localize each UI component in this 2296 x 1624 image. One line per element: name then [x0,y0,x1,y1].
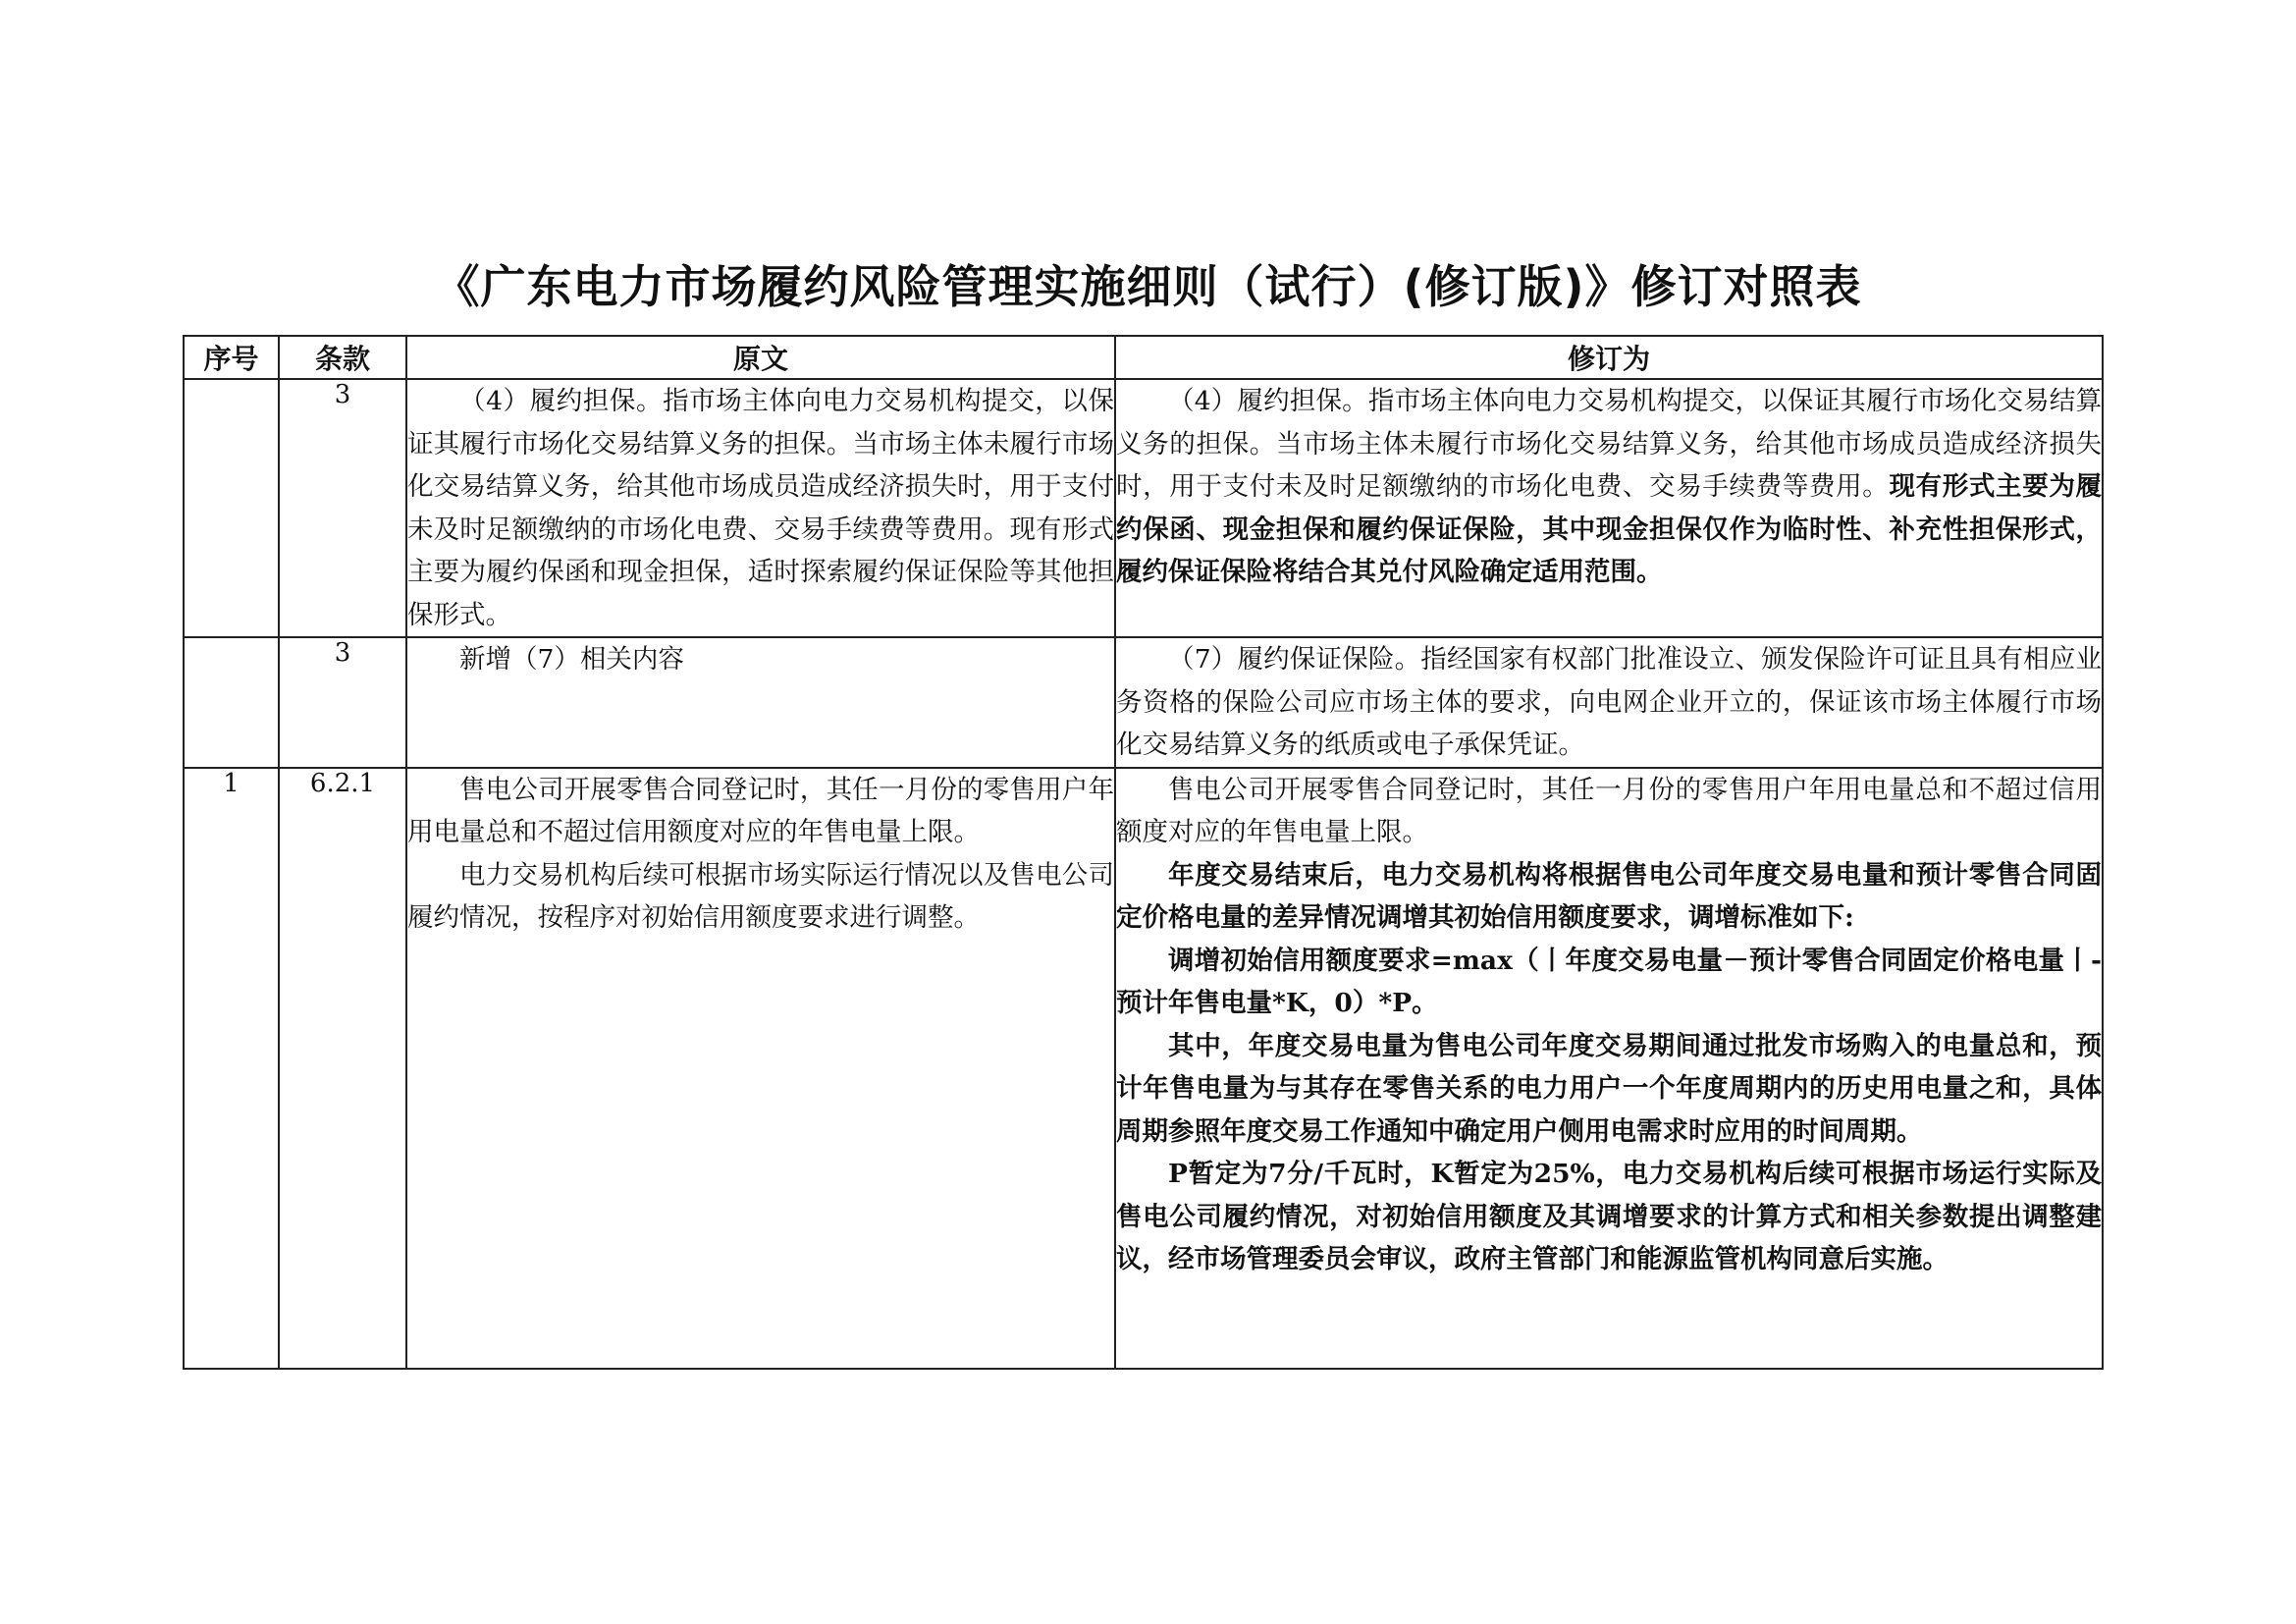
table-row [184,379,2103,637]
revised-bold-text: 现有形式主要为履约保函、现金担保和履约保证保险，其中现金担保仅作为临时性、补充性担保形式，履约保证保险将结合其兑付风险确定适用范围。 [1116,471,2103,587]
revised-text-cell [1115,637,2103,768]
revised-bold-paragraph: 其中，年度交易电量为售电公司年度交易期间通过批发市场购入的电量总和，预计年售电量为与其存在零售关系的电力用户一个年度周期内的历史用电量之和，具体周期参照年度交易工作通知中确定用户侧用电需求时应用的时间周期。 [1116,1030,2102,1147]
table-header-row [184,336,2103,379]
original-paragraph: 售电公司开展零售合同登记时，其任一月份的零售用户年用电量总和不超过信用额度对应的年售电量上限。 [407,774,1114,847]
row-clause: 3 [279,379,406,637]
original-text-cell [406,379,1115,637]
table-row [184,637,2103,768]
header-original: 原文 [406,336,1115,379]
header-revised: 修订为 [1115,336,2103,379]
revised-text-cell [1115,768,2103,1369]
original-paragraph: （4）履约担保。指市场主体向电力交易机构提交，以保证其履行市场化交易结算义务的担保。当市场主体未履行市场化交易结算义务，给其他市场成员造成经济损失时，用于支付未及时足额缴纳的市场化电费、交易手续费等费用。现有形式主要为履约保函和现金担保，适时探索履约保证保险等其他担保形式。 [407,386,1114,630]
revised-bold-paragraph: 年度交易结束后，电力交易机构将根据售电公司年度交易电量和预计零售合同固定价格电量的差异情况调增其初始信用额度要求，调增标准如下: [1116,859,2102,933]
revised-text-cell [1115,379,2103,637]
original-paragraph: 电力交易机构后续可根据市场实际运行情况以及售电公司履约情况，按程序对初始信用额度要求进行调整。 [407,859,1114,933]
revised-paragraph: 售电公司开展零售合同登记时，其任一月份的零售用户年用电量总和不超过信用额度对应的年售电量上限。 [1116,774,2102,847]
original-text-cell [406,768,1115,1369]
revision-comparison-table [183,335,2104,1370]
header-clause: 条款 [279,336,406,379]
row-clause: 3 [279,637,406,768]
table-row [184,768,2103,1369]
revised-bold-paragraph: P暂定为7分/千瓦时，K暂定为25%，电力交易机构后续可根据市场运行实际及售电公司履约情况，对初始信用额度及其调增要求的计算方式和相关参数提出调整建议，经市场管理委员会审议，政府主管部门和能源监管机构同意后实施。 [1116,1159,2102,1274]
row-seq: 1 [184,768,279,1369]
row-seq [184,379,279,637]
original-paragraph: 新增（7）相关内容 [459,644,684,675]
revised-normal-text: （4）履约担保。指市场主体向电力交易机构提交，以保证其履行市场化交易结算义务的担保。当市场主体未履行市场化交易结算义务，给其他市场成员造成经济损失时，用于支付未及时足额缴纳的市场化电费、交易手续费等费用。 [1116,386,2102,502]
header-seq: 序号 [184,336,279,379]
revised-paragraph: （7）履约保证保险。指经国家有权部门批准设立、颁发保险许可证且具有相应业务资格的保险公司应市场主体的要求，向电网企业开立的，保证该市场主体履行市场化交易结算义务的纸质或电子承保凭证。 [1116,644,2102,760]
original-text-cell [406,637,1115,768]
page-title: 《广东电力市场履约风险管理实施细则（试行）(修订版)》修订对照表 [434,260,1862,313]
row-clause: 6.2.1 [279,768,406,1369]
row-seq [184,637,279,768]
revised-paragraph [1116,380,2102,594]
revised-formula-paragraph: 调增初始信用额度要求=max（丨年度交易电量－预计零售合同固定价格电量丨-预计年售电量*K，0）*P。 [1116,945,2102,1018]
